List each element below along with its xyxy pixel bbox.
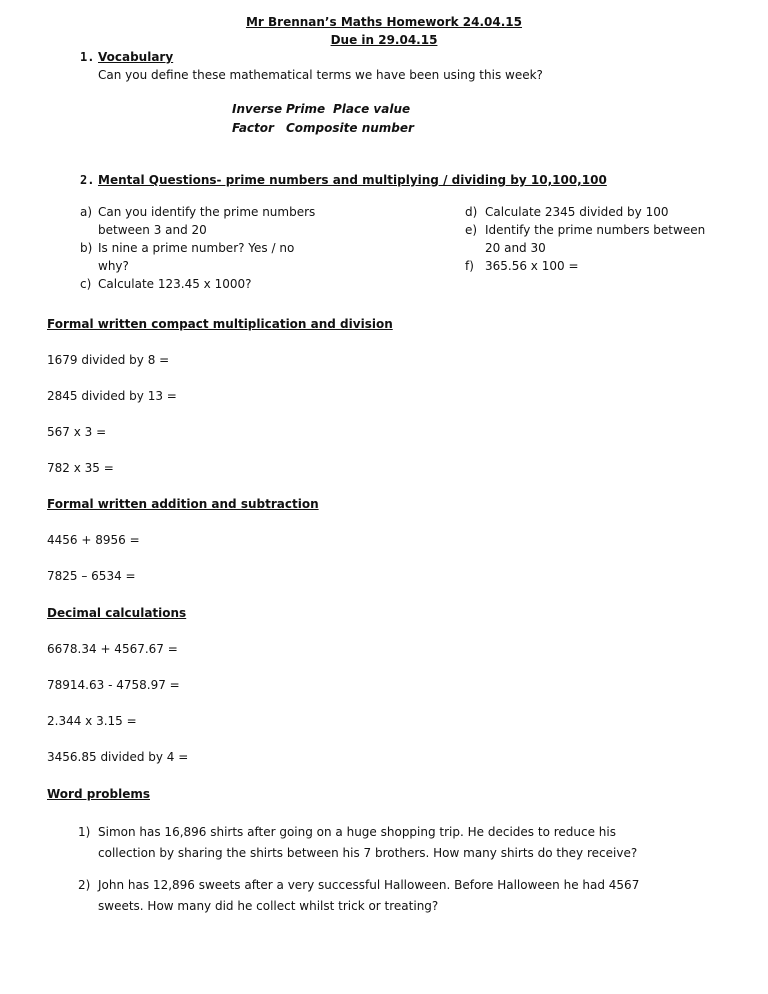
question-text: why? — [98, 259, 129, 273]
term: Prime — [286, 102, 326, 116]
question-text: 365.56 x 100 = — [485, 259, 579, 273]
term: Inverse — [232, 102, 283, 116]
section-number: 2. — [80, 173, 95, 187]
item-label: b) — [80, 241, 93, 255]
section-heading-multdiv: Formal written compact multiplication and division — [47, 317, 393, 331]
calculation: 6678.34 + 4567.67 = — [47, 642, 178, 656]
calculation: 782 x 35 = — [47, 461, 114, 475]
problem-text: Simon has 16,896 shirts after going on a huge shopping trip. He decides to reduce his — [98, 825, 616, 839]
section-heading-word-problems: Word problems — [47, 787, 150, 801]
term: Composite number — [286, 121, 414, 135]
item-label: 2) — [78, 878, 91, 892]
page-title: Mr Brennan’s Maths Homework 24.04.15 — [245, 15, 523, 29]
calculation: 2.344 x 3.15 = — [47, 714, 137, 728]
calculation: 2845 divided by 13 = — [47, 389, 177, 403]
problem-text: John has 12,896 sweets after a very successful Halloween. Before Halloween he had 4567 — [98, 878, 640, 892]
section-number: 1. — [80, 50, 95, 64]
question-text: 20 and 30 — [485, 241, 546, 255]
problem-text: collection by sharing the shirts between his 7 brothers. How many shirts do they receive? — [98, 846, 638, 860]
calculation: 1679 divided by 8 = — [47, 353, 170, 367]
item-label: 1) — [78, 825, 91, 839]
calculation: 7825 – 6534 = — [47, 569, 136, 583]
item-label: e) — [465, 223, 478, 237]
problem-text: sweets. How many did he collect whilst trick or treating? — [98, 899, 439, 913]
term: Place value — [333, 102, 411, 116]
question-text: between 3 and 20 — [98, 223, 207, 237]
question-text: Can you identify the prime numbers — [98, 205, 316, 219]
question-text: Calculate 123.45 x 1000? — [98, 277, 252, 291]
item-label: d) — [465, 205, 478, 219]
question-text: Calculate 2345 divided by 100 — [485, 205, 669, 219]
vocabulary-prompt: Can you define these mathematical terms we have been using this week? — [98, 68, 543, 82]
item-label: a) — [80, 205, 93, 219]
question-text: Is nine a prime number? Yes / no — [98, 241, 295, 255]
calculation: 3456.85 divided by 4 = — [47, 750, 189, 764]
calculation: 567 x 3 = — [47, 425, 107, 439]
term: Factor — [232, 121, 274, 135]
section-heading-addsub: Formal written addition and subtraction — [47, 497, 319, 511]
item-label: f) — [465, 259, 474, 273]
calculation: 78914.63 - 4758.97 = — [47, 678, 180, 692]
section-heading-decimal: Decimal calculations — [47, 606, 187, 620]
due-date: Due in 29.04.15 — [330, 33, 438, 47]
question-text: Identify the prime numbers between — [485, 223, 706, 237]
section-heading-vocabulary: Vocabulary — [98, 50, 174, 64]
section-heading-mental: Mental Questions- prime numbers and multiplying / dividing by 10,100,100 — [98, 173, 607, 187]
calculation: 4456 + 8956 = — [47, 533, 140, 547]
item-label: c) — [80, 277, 92, 291]
